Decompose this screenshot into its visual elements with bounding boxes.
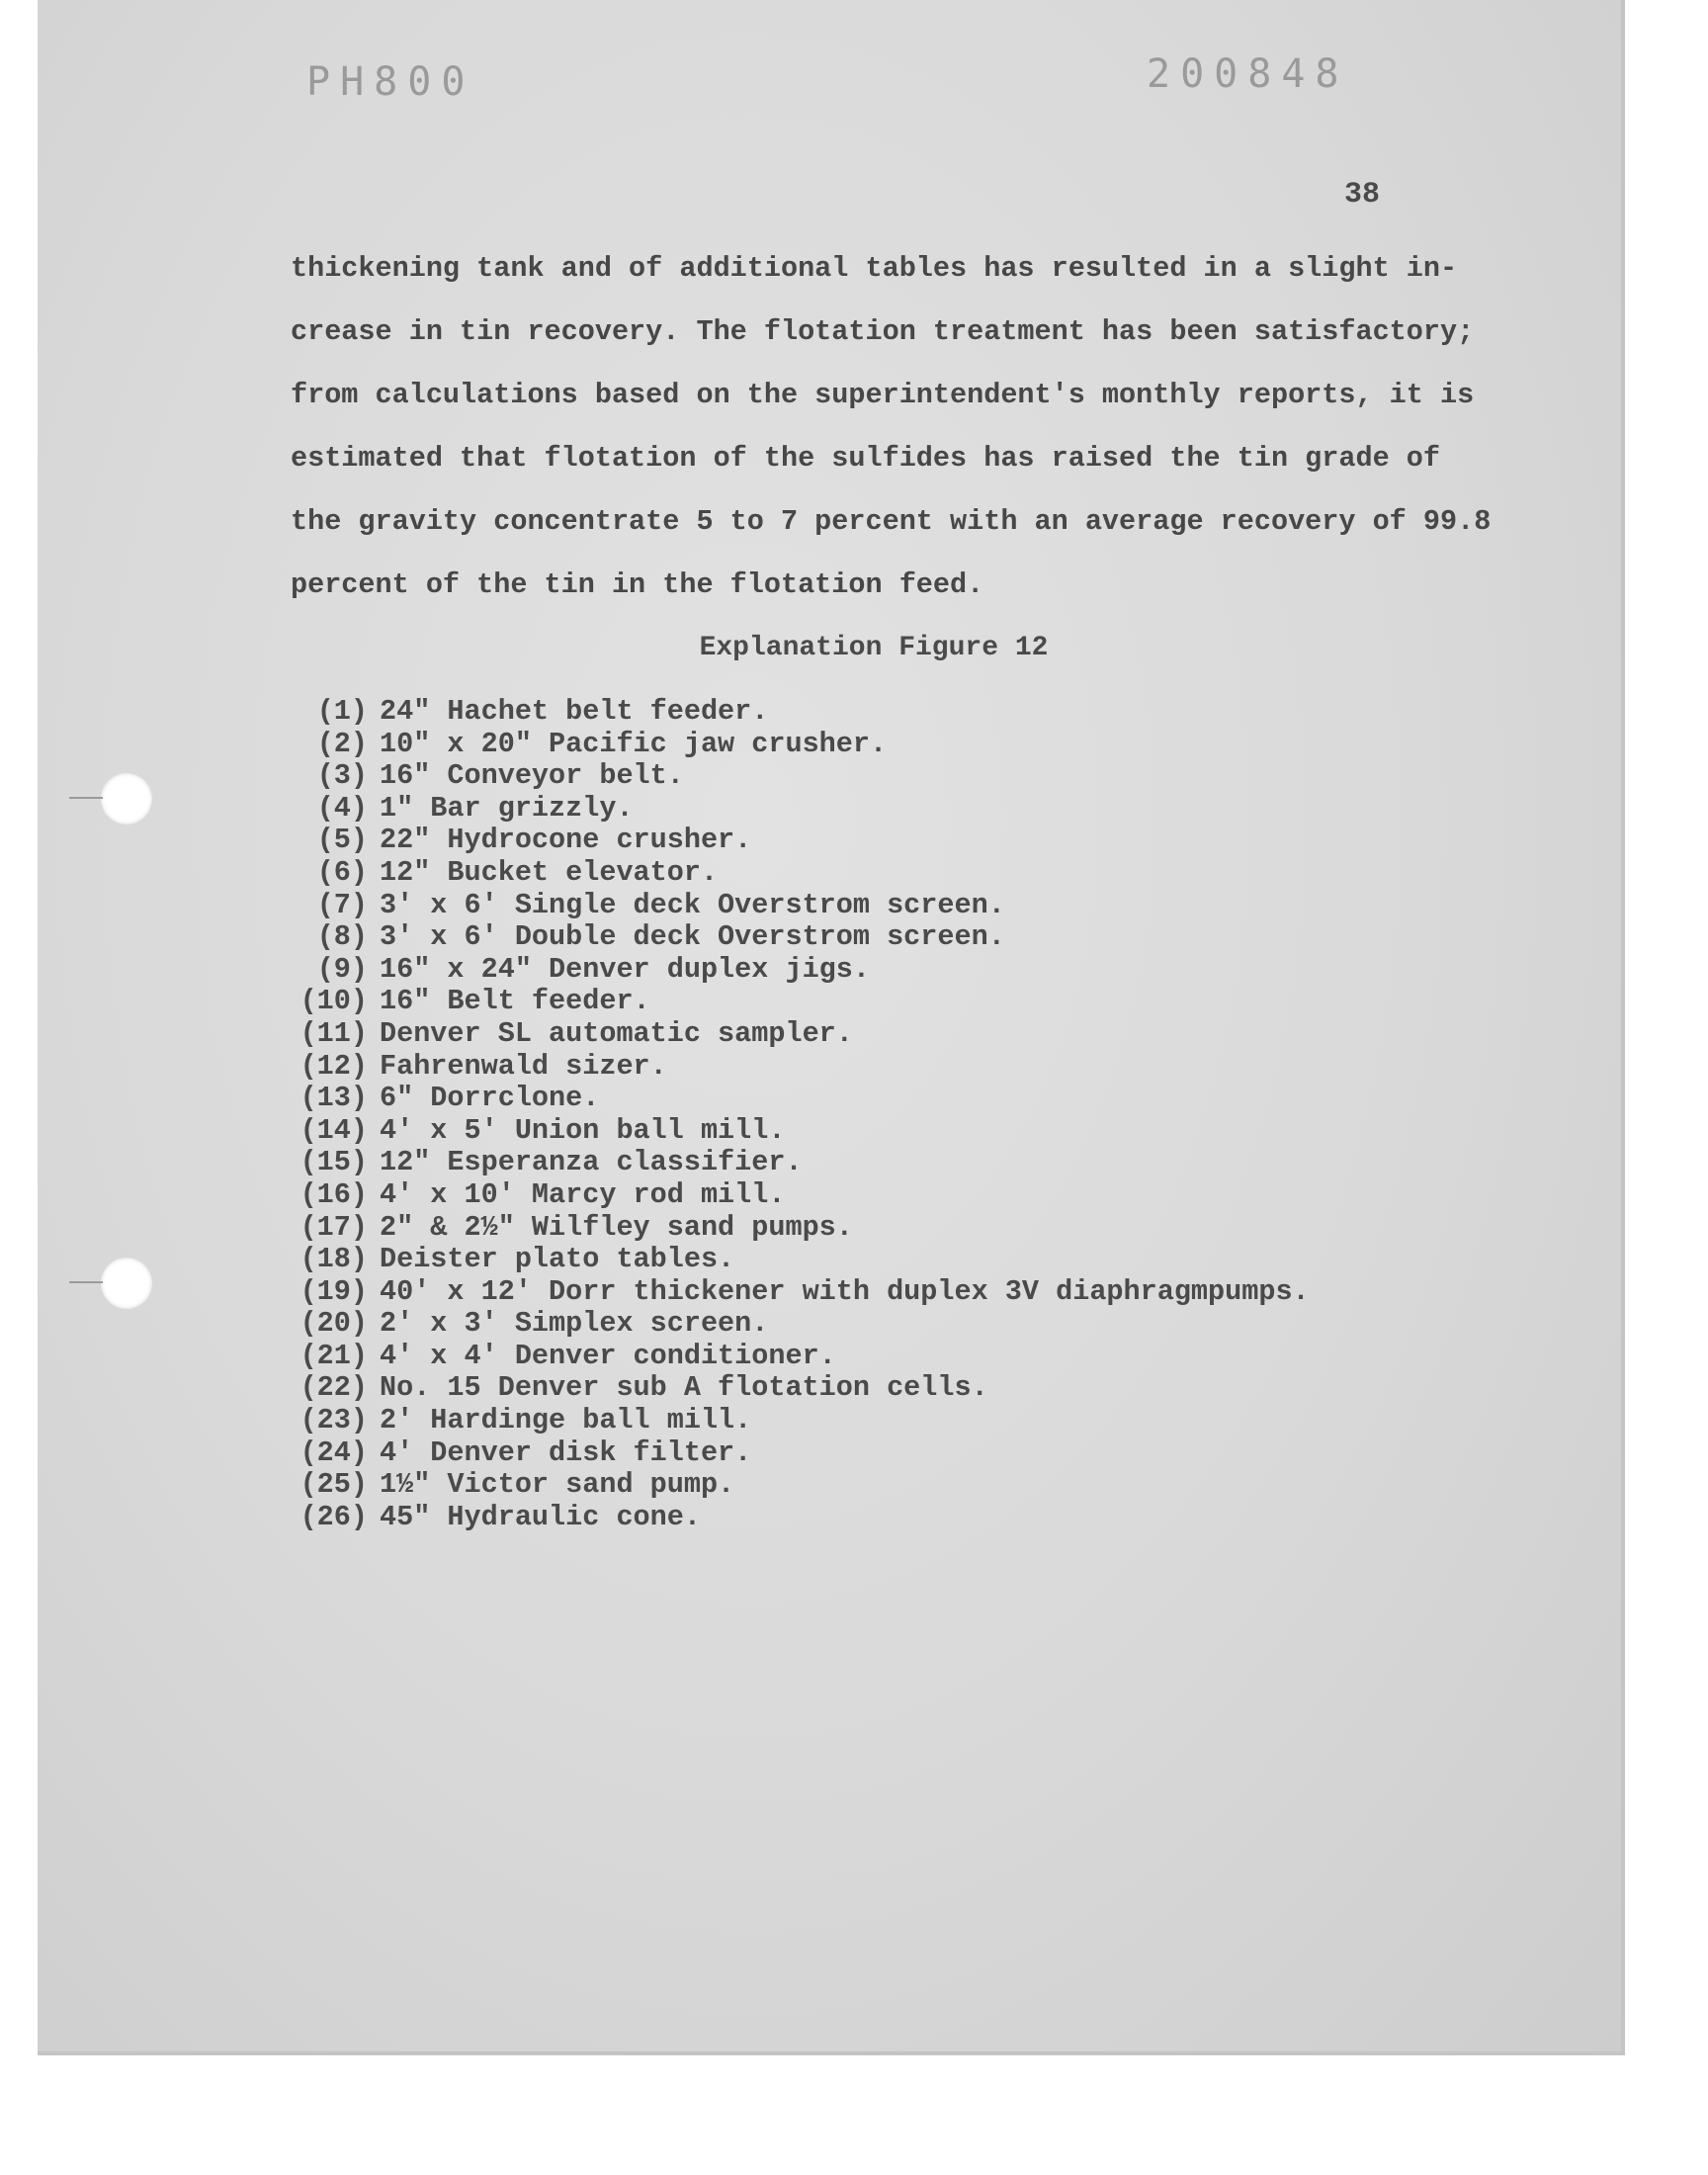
item-number: (16) [299, 1177, 368, 1211]
item-text: 16" Belt feeder. [380, 985, 650, 1018]
equipment-list [267, 696, 1354, 1533]
list-item [267, 1244, 1354, 1276]
item-number: (6) [316, 855, 368, 889]
punch-hole [101, 1258, 152, 1309]
list-item [267, 1308, 1354, 1341]
item-number: (15) [299, 1146, 368, 1179]
list-item [267, 1341, 1354, 1373]
list-item [267, 1437, 1354, 1470]
item-number: (9) [316, 952, 368, 986]
list-item [267, 890, 1354, 922]
item-number: (22) [299, 1371, 368, 1405]
item-text: 4' Denver disk filter. [380, 1436, 752, 1469]
item-text: 2" & 2½" Wilfley sand pumps. [380, 1210, 853, 1244]
list-item [267, 1115, 1354, 1148]
item-text: 1½" Victor sand pump. [380, 1468, 735, 1502]
item-text: 12" Esperanza classifier. [380, 1146, 803, 1179]
explanation-heading: Explanation Figure 12 [699, 633, 1049, 663]
item-text: 3' x 6' Single deck Overstrom screen. [380, 888, 1005, 921]
list-item [267, 793, 1354, 826]
item-number: (7) [316, 888, 368, 921]
list-item [267, 1212, 1354, 1245]
list-item [267, 825, 1354, 857]
item-number: (10) [299, 985, 368, 1018]
item-number: (2) [316, 727, 368, 760]
item-text: Deister plato tables. [380, 1243, 735, 1276]
item-text: 16" x 24" Denver duplex jigs. [380, 952, 870, 986]
body-line: from calculations based on the superintendent's monthly reports, it is [291, 379, 1475, 411]
item-text: 4' x 4' Denver conditioner. [380, 1339, 836, 1372]
item-number: (13) [299, 1082, 368, 1115]
list-item [267, 1147, 1354, 1179]
item-text: 22" Hydrocone crusher. [380, 824, 752, 857]
list-item [267, 1018, 1354, 1051]
body-line: estimated that flotation of the sulfides has raised the tin grade of [291, 442, 1440, 475]
item-number: (17) [299, 1210, 368, 1244]
item-number: (4) [316, 791, 368, 825]
list-item [267, 1469, 1354, 1502]
item-number: (3) [316, 759, 368, 793]
item-text: 6" Dorrclone. [380, 1082, 600, 1115]
item-text: 40' x 12' Dorr thickener with duplex 3V diaphragmpumps. [380, 1274, 1310, 1308]
body-line: the gravity concentrate 5 to 7 percent with an average recovery of 99.8 [291, 505, 1492, 538]
page-number: 38 [1344, 178, 1381, 212]
item-text: 1" Bar grizzly. [380, 791, 634, 825]
list-item [267, 1083, 1354, 1115]
list-item [267, 1051, 1354, 1084]
item-number: (24) [299, 1436, 368, 1469]
list-item [267, 729, 1354, 761]
list-item [267, 921, 1354, 954]
margin-mark [69, 1281, 103, 1283]
item-number: (20) [299, 1307, 368, 1341]
item-text: 4' x 5' Union ball mill. [380, 1113, 786, 1147]
list-item [267, 1276, 1354, 1309]
item-number: (1) [316, 695, 368, 728]
item-text: 10" x 20" Pacific jaw crusher. [380, 727, 888, 760]
body-paragraph [291, 237, 1492, 617]
item-text: No. 15 Denver sub A flotation cells. [380, 1371, 988, 1405]
margin-mark [69, 797, 103, 799]
item-text: Denver SL automatic sampler. [380, 1016, 853, 1050]
item-number: (8) [316, 920, 368, 954]
item-text: 45" Hydraulic cone. [380, 1500, 701, 1533]
item-number: (19) [299, 1274, 368, 1308]
item-number: (11) [299, 1016, 368, 1050]
item-number: (25) [299, 1468, 368, 1502]
body-line: thickening tank and of additional tables has resulted in a slight in- [291, 252, 1458, 285]
body-line: crease in tin recovery. The flotation treatment has been satisfactory; [291, 315, 1475, 348]
punch-hole [101, 773, 152, 825]
list-item [267, 1405, 1354, 1437]
document-stamp-right: 200848 [1147, 51, 1349, 97]
item-number: (18) [299, 1243, 368, 1276]
list-item [267, 986, 1354, 1018]
item-text: 4' x 10' Marcy rod mill. [380, 1177, 786, 1211]
list-item [267, 954, 1354, 987]
item-number: (12) [299, 1049, 368, 1083]
body-line: percent of the tin in the flotation feed. [291, 568, 984, 601]
item-text: 12" Bucket elevator. [380, 855, 719, 889]
item-number: (23) [299, 1404, 368, 1437]
list-item [267, 1372, 1354, 1405]
list-item [267, 696, 1354, 729]
list-item [267, 760, 1354, 793]
item-number: (5) [316, 824, 368, 857]
list-item [267, 857, 1354, 890]
item-number: (21) [299, 1339, 368, 1372]
list-item [267, 1502, 1354, 1534]
item-text: 3' x 6' Double deck Overstrom screen. [380, 920, 1005, 954]
item-number: (26) [299, 1500, 368, 1533]
list-item [267, 1179, 1354, 1212]
item-number: (14) [299, 1113, 368, 1147]
item-text: 16" Conveyor belt. [380, 759, 684, 793]
item-text: 24" Hachet belt feeder. [380, 695, 769, 728]
item-text: 2' Hardinge ball mill. [380, 1404, 752, 1437]
item-text: 2' x 3' Simplex screen. [380, 1307, 769, 1341]
document-stamp-left: PH800 [306, 59, 475, 105]
item-text: Fahrenwald sizer. [380, 1049, 667, 1083]
